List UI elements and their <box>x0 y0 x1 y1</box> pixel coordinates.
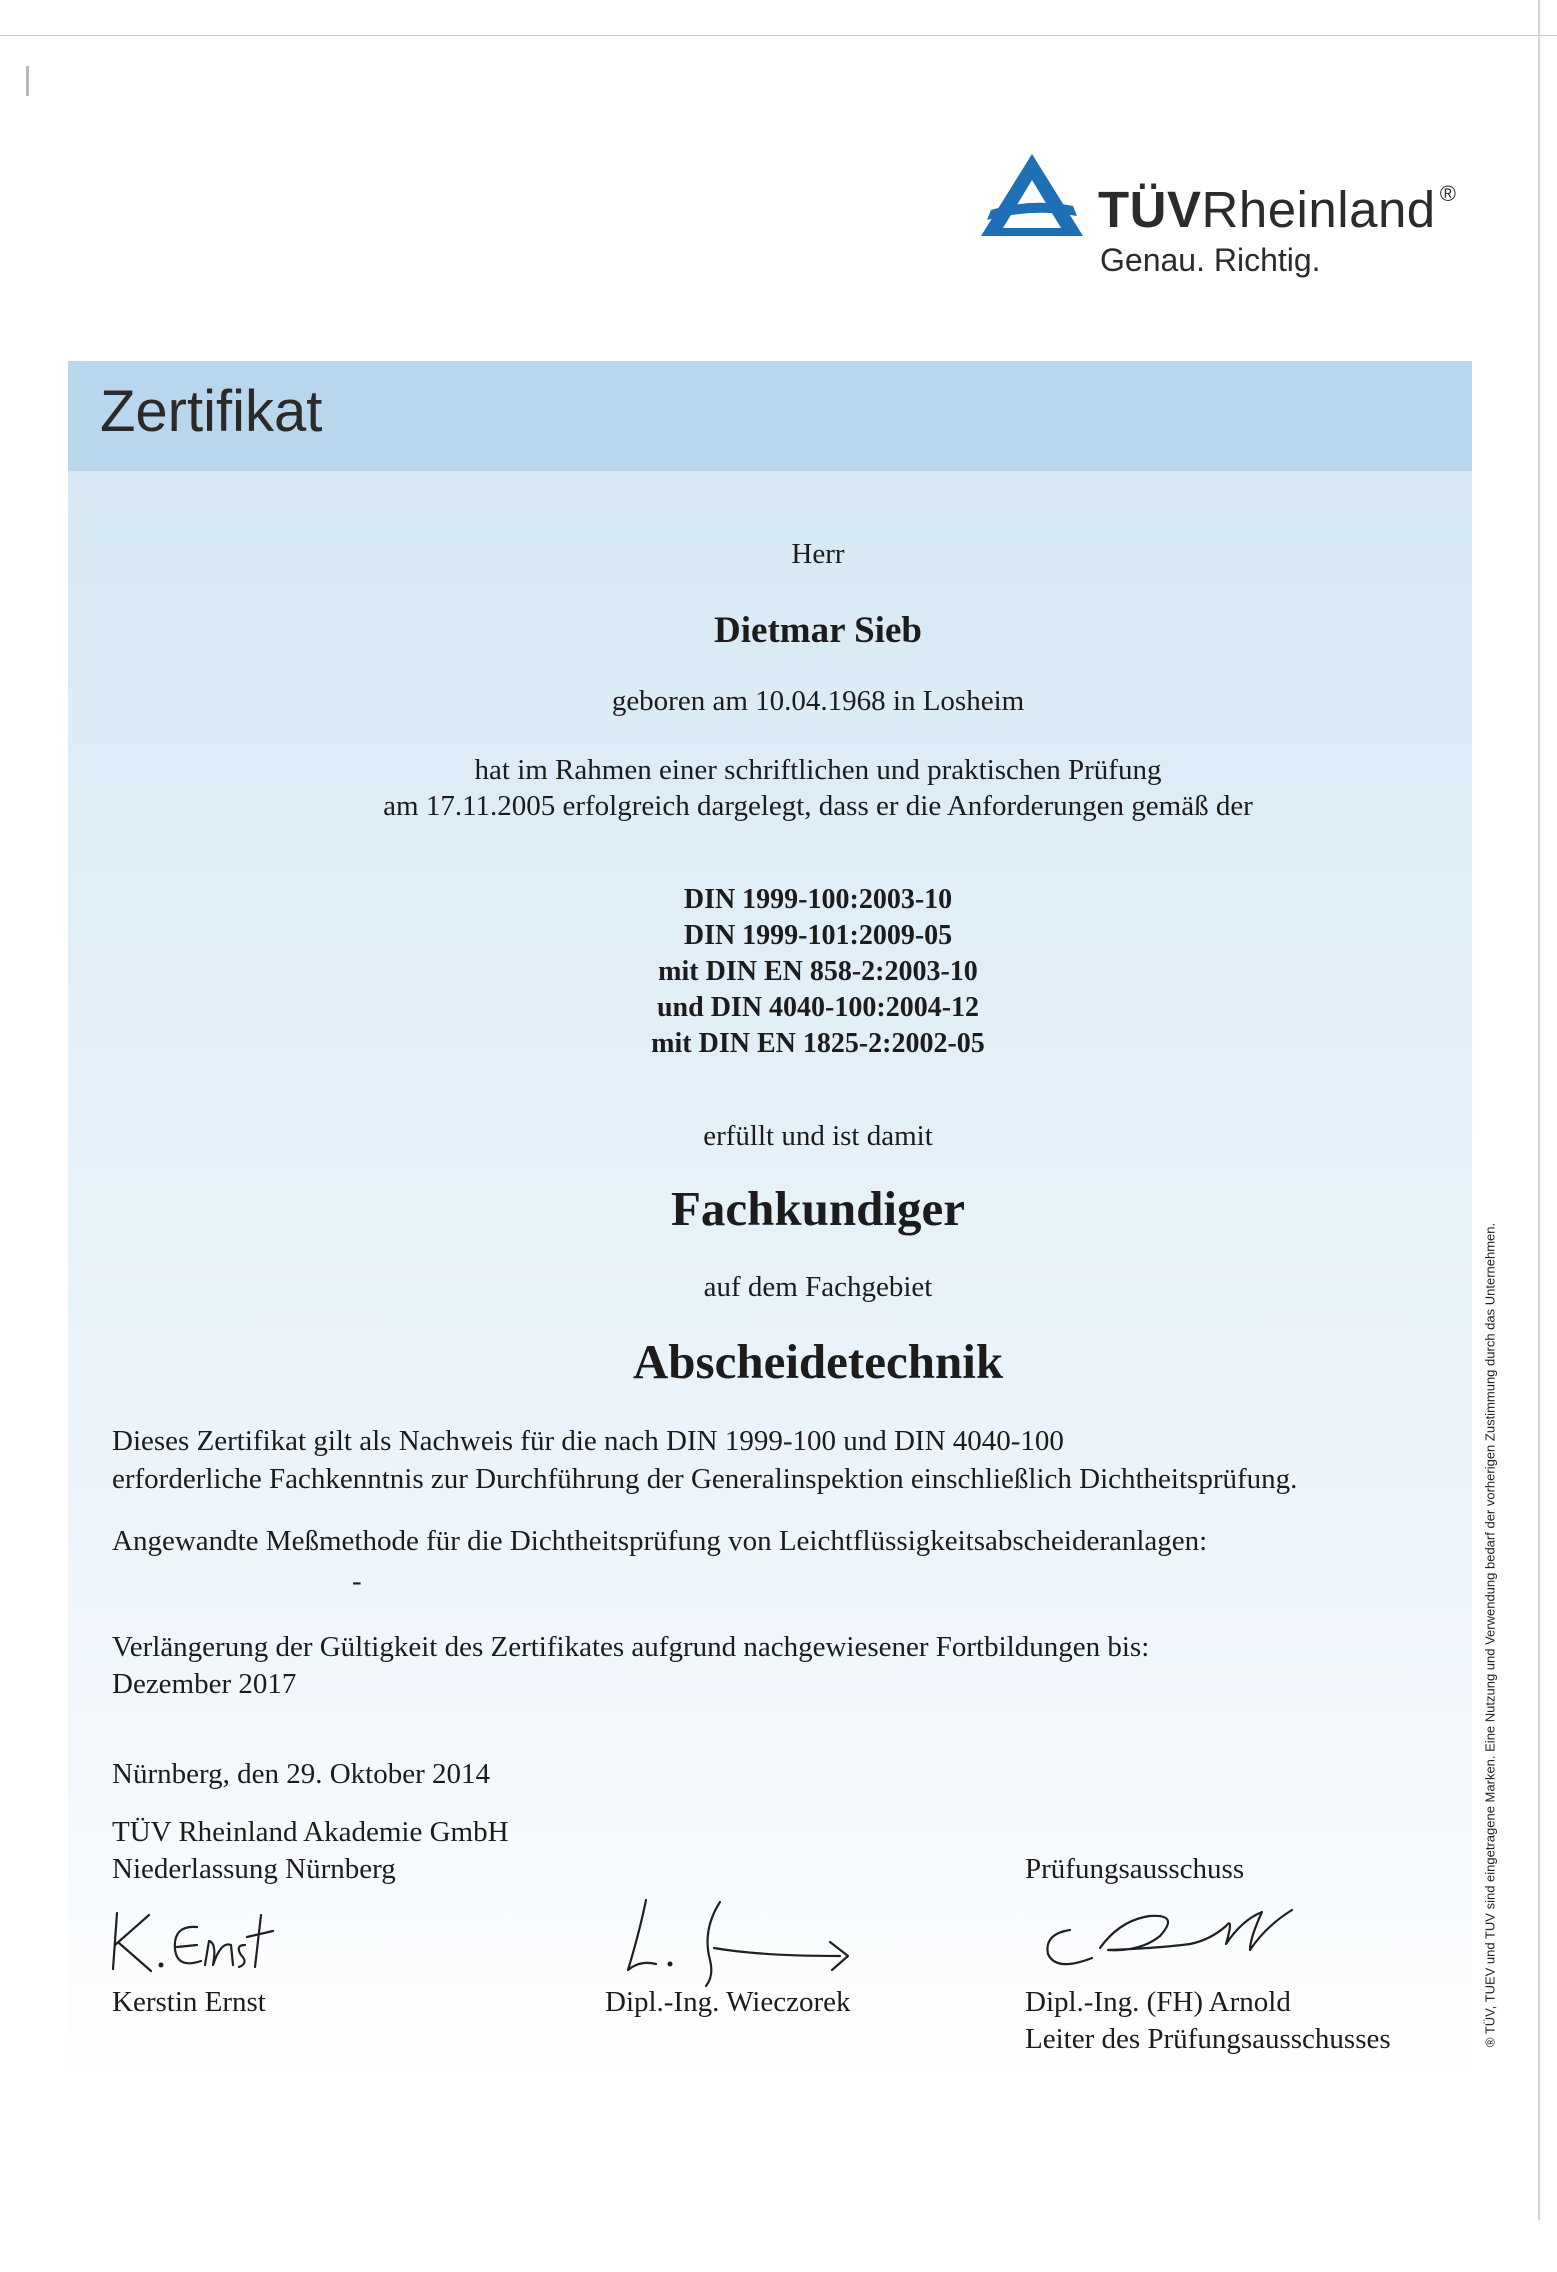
norm-item: mit DIN EN 1825-2:2002-05 <box>651 1028 985 1059</box>
logo-brand-rest: Rheinland <box>1201 181 1436 238</box>
statement-line-1: Dieses Zertifikat gilt als Nachweis für die nach DIN 1999-100 und DIN 4040-100 <box>112 1425 1064 1457</box>
recipient-name: Dietmar Sieb <box>714 610 922 651</box>
extension-line-1: Verlängerung der Gültigkeit des Zertifikates aufgrund nachgewiesener Fortbildungen bis: <box>112 1631 1150 1663</box>
scan-mark <box>26 66 29 96</box>
method-value: - <box>352 1565 362 1597</box>
signatory-ernst-name: Kerstin Ernst <box>112 1986 266 2018</box>
norm-item: DIN 1999-101:2009-05 <box>683 920 953 951</box>
birth-line: geboren am 10.04.1968 in Losheim <box>611 685 1025 717</box>
fulfilled-line: erfüllt und ist damit <box>703 1120 933 1152</box>
signatory-arnold-name: Dipl.-Ing. (FH) Arnold <box>1025 1986 1291 2018</box>
exam-line-1: hat im Rahmen einer schriftlichen und praktischen Prüfung <box>474 754 1162 786</box>
signatory-wieczorek-name: Dipl.-Ing. Wieczorek <box>605 1986 851 2018</box>
certificate-title: Zertifikat <box>100 379 323 444</box>
trademark-note-text: ® TÜV, TUEV und TUV sind eingetragene Marken. Eine Nutzung und Verwendung bedarf der vorherigen Zustimmung durch das Unternehmen. <box>1482 1222 1498 2048</box>
field-title: Abscheidetechnik <box>632 1334 1004 1389</box>
statement-line-2: erforderliche Fachkenntnis zur Durchführung der Generalinspektion einschließlich Dichtheitsprüfung. <box>112 1463 1298 1495</box>
norms-list <box>68 882 1557 1062</box>
trademark-note <box>1480 1200 1500 2070</box>
logo-wordmark <box>1098 180 1456 239</box>
signature-arnold-icon <box>1030 1890 1330 1990</box>
norm-item: DIN 1999-100:2003-10 <box>683 884 953 915</box>
place-date: Nürnberg, den 29. Oktober 2014 <box>112 1758 491 1790</box>
scan-edge-top <box>0 35 1557 36</box>
issuer-name: TÜV Rheinland Akademie GmbH <box>112 1816 509 1848</box>
logo-brand-bold: TÜV <box>1098 181 1202 238</box>
salutation: Herr <box>791 538 845 570</box>
logo-tagline: Genau. Richtig. <box>1100 242 1321 278</box>
issuer-branch: Niederlassung Nürnberg <box>112 1853 396 1885</box>
committee-heading: Prüfungsausschuss <box>1025 1853 1245 1885</box>
signatory-arnold-role: Leiter des Prüfungsausschusses <box>1025 2023 1391 2055</box>
signature-wieczorek-icon <box>610 1890 880 1990</box>
signature-ernst-icon <box>105 1905 295 1985</box>
norm-item: mit DIN EN 858-2:2003-10 <box>658 956 978 987</box>
tuv-triangle-icon <box>977 150 1087 240</box>
exam-line-2: am 17.11.2005 erfolgreich dargelegt, dass er die Anforderungen gemäß der <box>383 790 1253 822</box>
scan-edge-right <box>1538 0 1540 2220</box>
tuv-logo <box>977 150 1497 290</box>
qualification-title: Fachkundiger <box>670 1181 966 1236</box>
norm-item: und DIN 4040-100:2004-12 <box>656 992 980 1023</box>
method-line: Angewandte Meßmethode für die Dichtheitsprüfung von Leichtflüssigkeitsabscheideranlagen: <box>112 1525 1208 1557</box>
extension-date: Dezember 2017 <box>112 1668 297 1700</box>
field-intro: auf dem Fachgebiet <box>703 1271 933 1303</box>
registered-mark: ® <box>1439 181 1457 206</box>
